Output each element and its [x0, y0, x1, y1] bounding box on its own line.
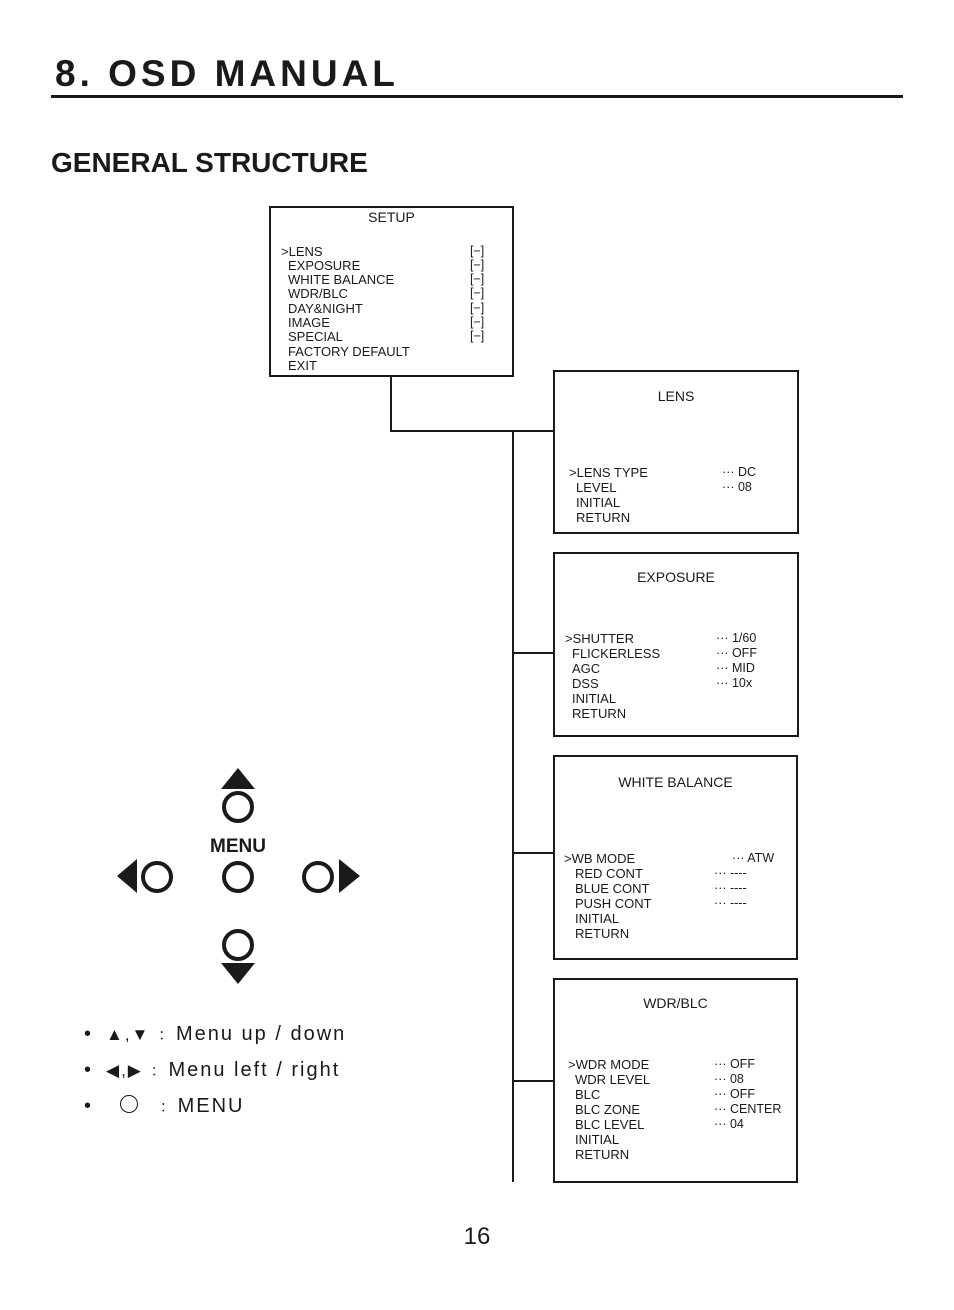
left-button[interactable]	[143, 863, 171, 891]
menu-button[interactable]	[224, 863, 252, 891]
setup-menu-title: SETUP	[368, 209, 415, 225]
up-arrow-icon	[221, 768, 255, 789]
legend-up-down	[84, 1022, 346, 1048]
menu-item-label: AGC	[572, 661, 601, 676]
white-balance-menu-title: WHITE BALANCE	[618, 774, 733, 790]
legend-menu	[84, 1094, 244, 1120]
legend-separator: ：	[157, 1027, 176, 1044]
down-arrow-icon	[221, 963, 255, 984]
menu-item-label: BLC	[575, 1087, 601, 1102]
menu-item-label: RED CONT	[575, 866, 643, 881]
menu-item-label: DAY&NIGHT	[288, 301, 363, 316]
legend-text: MENU	[177, 1095, 245, 1117]
menu-item-label: SPECIAL	[288, 329, 343, 344]
menu-item-label: WHITE BALANCE	[288, 272, 395, 287]
menu-item-label: DSS	[572, 676, 599, 691]
menu-item-label: INITIAL	[576, 495, 621, 510]
legend-left-right	[84, 1058, 340, 1084]
menu-item-label: EXIT	[288, 358, 317, 373]
menu-item-label: INITIAL	[572, 691, 617, 706]
lens-menu-title: LENS	[657, 388, 695, 404]
menu-item-value: ··· MID	[716, 661, 755, 675]
section-title: GENERAL STRUCTURE	[51, 147, 368, 178]
submenu-indicator: [−]	[470, 258, 485, 272]
legend-text: Menu left / right	[168, 1059, 341, 1081]
menu-item-label: >SHUTTER	[565, 631, 634, 646]
bullet: •	[84, 1095, 94, 1117]
wdr-blc-menu-box	[553, 978, 798, 1183]
menu-item-value: ··· OFF	[714, 1087, 755, 1101]
connector-setup-horizontal	[390, 430, 554, 432]
menu-item-label: RETURN	[575, 1147, 630, 1162]
menu-item-value: ··· ----	[714, 866, 747, 880]
connector-setup-down	[390, 376, 392, 432]
menu-item-label: IMAGE	[288, 315, 330, 330]
circle-button-icon	[120, 1095, 138, 1113]
lens-menu-box	[553, 370, 799, 534]
menu-item-label: FACTORY DEFAULT	[288, 344, 410, 359]
menu-item-label: >LENS	[281, 244, 323, 259]
right-arrow-icon	[339, 859, 360, 893]
menu-item-value: ··· 04	[714, 1117, 744, 1131]
menu-item-value: ··· DC	[722, 465, 757, 479]
connector-exposure	[512, 652, 554, 654]
menu-item-label: WDR LEVEL	[575, 1072, 651, 1087]
menu-item-label: BLC ZONE	[575, 1102, 641, 1117]
connector-white-balance	[512, 852, 554, 854]
menu-item-value: ··· 1/60	[716, 631, 757, 645]
menu-item-label: BLC LEVEL	[575, 1117, 645, 1132]
left-right-keys-icon: ◀,▶	[106, 1061, 143, 1080]
exposure-menu-box	[553, 552, 799, 737]
connector-wdr-blc	[512, 1080, 554, 1082]
menu-item-value: ··· OFF	[714, 1057, 755, 1071]
submenu-indicator: [−]	[470, 315, 485, 329]
white-balance-menu-box	[553, 755, 798, 960]
menu-item-label: INITIAL	[575, 911, 620, 926]
menu-item-value: ··· OFF	[716, 646, 757, 660]
left-arrow-icon	[117, 859, 137, 893]
menu-item-label: >WDR MODE	[568, 1057, 650, 1072]
menu-item-label: RETURN	[576, 510, 631, 525]
menu-item-label: INITIAL	[575, 1132, 620, 1147]
menu-item-label: WDR/BLC	[288, 286, 348, 301]
submenu-indicator: [−]	[470, 286, 485, 300]
menu-item-label: EXPOSURE	[288, 258, 361, 273]
menu-item-label: RETURN	[575, 926, 630, 941]
legend-text: Menu up / down	[175, 1023, 347, 1045]
up-down-keys-icon: ▲,▼	[106, 1025, 151, 1044]
right-button[interactable]	[304, 863, 332, 891]
setup-menu-box	[269, 206, 514, 377]
menu-item-label: PUSH CONT	[575, 896, 652, 911]
submenu-indicator: [−]	[470, 301, 485, 315]
down-button[interactable]	[224, 931, 252, 959]
menu-item-label: LEVEL	[576, 480, 617, 495]
bullet: •	[84, 1059, 94, 1081]
page-title: 8. OSD MANUAL	[55, 53, 399, 94]
menu-item-value: ··· 08	[714, 1072, 744, 1086]
menu-item-value: ··· ----	[714, 896, 747, 910]
legend-separator: ：	[150, 1063, 169, 1080]
bullet: •	[84, 1023, 94, 1045]
menu-item-label: BLUE CONT	[575, 881, 650, 896]
submenu-indicator: [−]	[470, 272, 485, 286]
menu-item-value: ··· ----	[714, 881, 747, 895]
menu-item-value: ··· 10x	[716, 676, 753, 690]
legend-separator: ：	[159, 1099, 178, 1116]
menu-item-value: ··· ATW	[732, 851, 775, 865]
submenu-indicator: [−]	[470, 244, 485, 258]
control-pad	[110, 760, 370, 990]
exposure-menu-title: EXPOSURE	[637, 569, 715, 585]
page-number: 16	[463, 1223, 491, 1250]
menu-item-label: RETURN	[572, 706, 627, 721]
menu-item-label: FLICKERLESS	[572, 646, 661, 661]
menu-button-label: MENU	[210, 836, 266, 857]
up-button[interactable]	[224, 793, 252, 821]
wdr-blc-menu-title: WDR/BLC	[643, 995, 708, 1011]
menu-item-label: >WB MODE	[564, 851, 636, 866]
menu-item-value: ··· 08	[722, 480, 752, 494]
submenu-indicator: [−]	[470, 329, 485, 343]
connector-trunk	[512, 430, 514, 1182]
menu-item-value: ··· CENTER	[714, 1102, 782, 1116]
menu-item-label: >LENS TYPE	[569, 465, 648, 480]
title-rule	[51, 95, 903, 98]
